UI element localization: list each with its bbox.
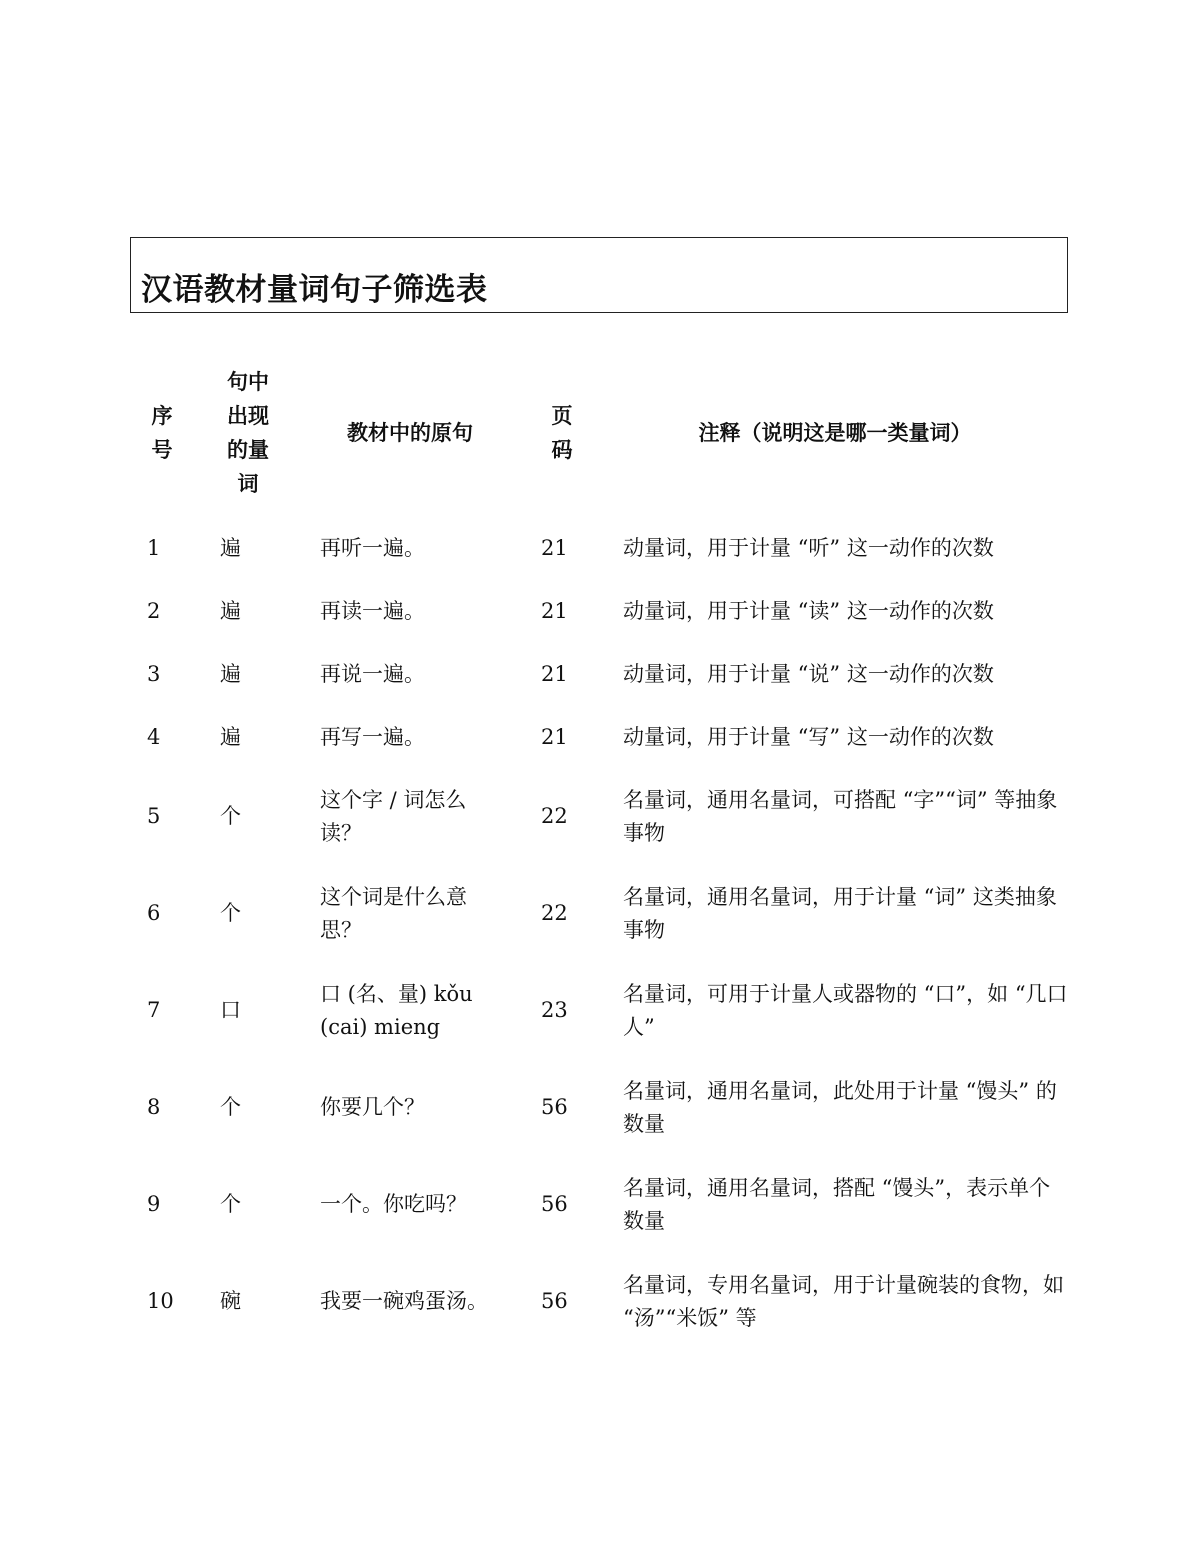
page-title: 汉语教材量词句子筛选表 xyxy=(141,272,488,308)
row-seq: 10 xyxy=(147,1289,174,1313)
row-note: 名量词，通用名量词，可搭配 “字”“词” 等抽象事物 xyxy=(623,788,1058,845)
row-seq: 6 xyxy=(147,901,161,925)
row-note: 名量词，可用于计量人或器物的 “口”，如 “几口人” xyxy=(623,982,1068,1039)
header-seq-line: 序 xyxy=(151,404,173,428)
row-sentence: 再说一遍。 xyxy=(320,662,425,686)
row-measure-word: 个 xyxy=(220,1095,241,1119)
row-seq: 5 xyxy=(147,804,161,828)
row-seq: 8 xyxy=(147,1095,161,1119)
row-page: 22 xyxy=(541,804,568,828)
row-sentence: 你要几个？ xyxy=(320,1095,425,1119)
row-measure-word: 口 xyxy=(220,998,241,1022)
header-page xyxy=(540,399,584,467)
row-note: 名量词，通用名量词，用于计量 “词” 这类抽象事物 xyxy=(623,885,1057,942)
row-seq: 3 xyxy=(147,662,161,686)
row-measure-word: 遍 xyxy=(220,725,241,749)
row-page: 21 xyxy=(541,725,568,749)
row-sentence: 这个字 / 词怎么读？ xyxy=(320,788,467,845)
row-note: 名量词，通用名量词，搭配 “馒头”，表示单个数量 xyxy=(623,1176,1051,1233)
row-seq: 4 xyxy=(147,725,161,749)
row-sentence: 口 (名、量) kǒu (cai) mieng xyxy=(320,982,473,1039)
header-note: 注释（说明这是哪一类量词） xyxy=(698,421,972,445)
row-sentence: 一个。你吃吗？ xyxy=(320,1192,467,1216)
row-note: 动量词，用于计量 “说” 这一动作的次数 xyxy=(623,662,994,686)
row-note: 名量词，通用名量词，此处用于计量 “馒头” 的数量 xyxy=(623,1079,1057,1136)
row-measure-word: 个 xyxy=(220,901,241,925)
row-measure-word: 遍 xyxy=(220,662,241,686)
row-measure-word: 个 xyxy=(220,804,241,828)
row-page: 56 xyxy=(541,1192,568,1216)
row-sentence: 这个词是什么意思？ xyxy=(320,885,467,942)
row-sentence: 我要一碗鸡蛋汤。 xyxy=(320,1289,488,1313)
row-seq: 2 xyxy=(147,599,161,623)
header-word-line: 的量 xyxy=(227,438,269,462)
header-word-line: 句中 xyxy=(227,370,269,394)
header-seq-line: 号 xyxy=(151,438,173,462)
row-page: 21 xyxy=(541,599,568,623)
row-page: 56 xyxy=(541,1095,568,1119)
row-note: 动量词，用于计量 “读” 这一动作的次数 xyxy=(623,599,994,623)
row-measure-word: 碗 xyxy=(220,1289,241,1313)
header-measure-word xyxy=(210,365,286,501)
header-seq xyxy=(140,399,184,467)
row-page: 56 xyxy=(541,1289,568,1313)
row-page: 22 xyxy=(541,901,568,925)
header-page-line: 页 xyxy=(551,404,573,428)
row-note: 动量词，用于计量 “写” 这一动作的次数 xyxy=(623,725,994,749)
row-note: 名量词，专用名量词，用于计量碗装的食物，如 “汤”“米饭” 等 xyxy=(623,1273,1064,1330)
row-page: 21 xyxy=(541,536,568,560)
row-sentence: 再听一遍。 xyxy=(320,536,425,560)
header-page-line: 码 xyxy=(551,438,573,462)
row-sentence: 再写一遍。 xyxy=(320,725,425,749)
header-sentence: 教材中的原句 xyxy=(347,421,473,445)
row-measure-word: 遍 xyxy=(220,599,241,623)
row-note: 动量词，用于计量 “听” 这一动作的次数 xyxy=(623,536,994,560)
row-seq: 1 xyxy=(147,536,161,560)
row-page: 23 xyxy=(541,998,568,1022)
row-seq: 9 xyxy=(147,1192,161,1216)
row-measure-word: 遍 xyxy=(220,536,241,560)
row-measure-word: 个 xyxy=(220,1192,241,1216)
title-box xyxy=(130,237,1068,313)
row-sentence: 再读一遍。 xyxy=(320,599,425,623)
header-word-line: 出现 xyxy=(227,404,269,428)
row-seq: 7 xyxy=(147,998,161,1022)
row-page: 21 xyxy=(541,662,568,686)
header-word-line: 词 xyxy=(237,472,259,496)
